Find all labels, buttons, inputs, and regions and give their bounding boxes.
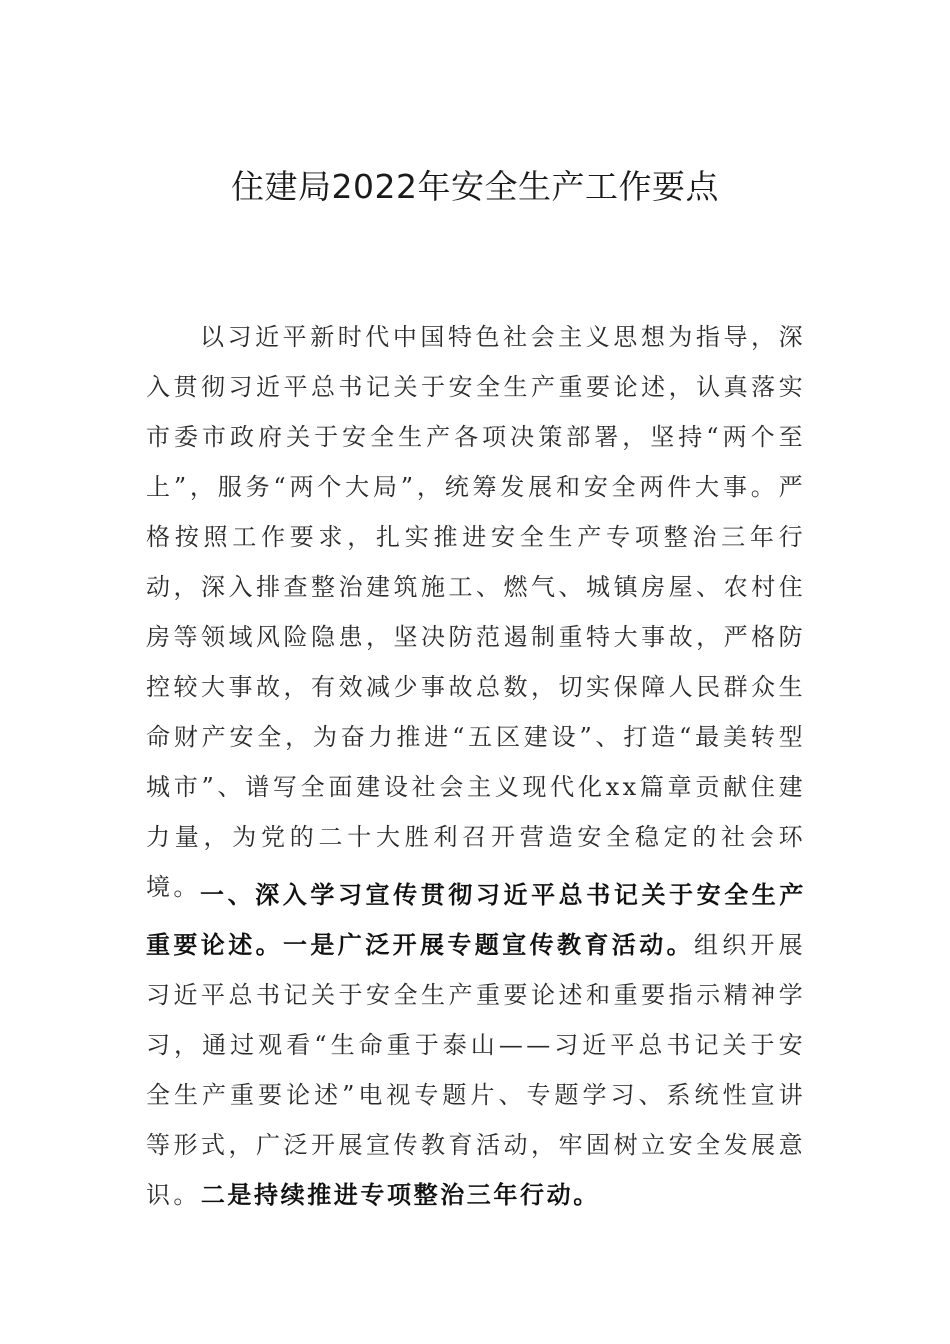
intro-paragraph: 以习近平新时代中国特色社会主义思想为指导，深入贯彻习近平总书记关于安全生产重要论述，认真落实市委市政府关于安全生产各项决策部署，坚持“两个至上”，服务“两个大局”，统筹发展和安全两件大事。严格按照工作要求，扎实推进安全生产专项整治三年行动，深入排查整治建筑施工、燃气、城镇房屋、农村住房等领域风险隐患，坚决防范遏制重特大事故，严格防控较大事故，有效减少事故总数，切实保障人民群众生命财产安全，为奋力推进“五区建设”、打造“最美转型城市”、谱写全面建设社会主义现代化xx篇章贡献住建力量，为党的二十大胜利召开营造安全稳定的社会环境。 <box>146 323 806 901</box>
section-1-item-1-heading: 一是广泛开展专题宣传教育活动。 <box>283 931 694 959</box>
section-1-item-1-text: 组织开展习近平总书记关于安全生产重要论述和重要指示精神学习，通过观看“生命重于泰山——习近平总书记关于安全生产重要论述”电视专题片、专题学习、系统性宣讲等形式，广泛开展宣传教育活动，牢固树立安全发展意识。 <box>146 931 806 1209</box>
section-1-item-2-heading: 二是持续推进专项整治三年行动。 <box>200 1181 600 1209</box>
document-title: 住建局2022年安全生产工作要点 <box>231 167 719 206</box>
section-1-paragraph <box>146 870 806 1220</box>
section-1-heading: 一、深入学习宣传贯彻习近平总书记关于安全生产重要论述。 <box>146 881 806 959</box>
